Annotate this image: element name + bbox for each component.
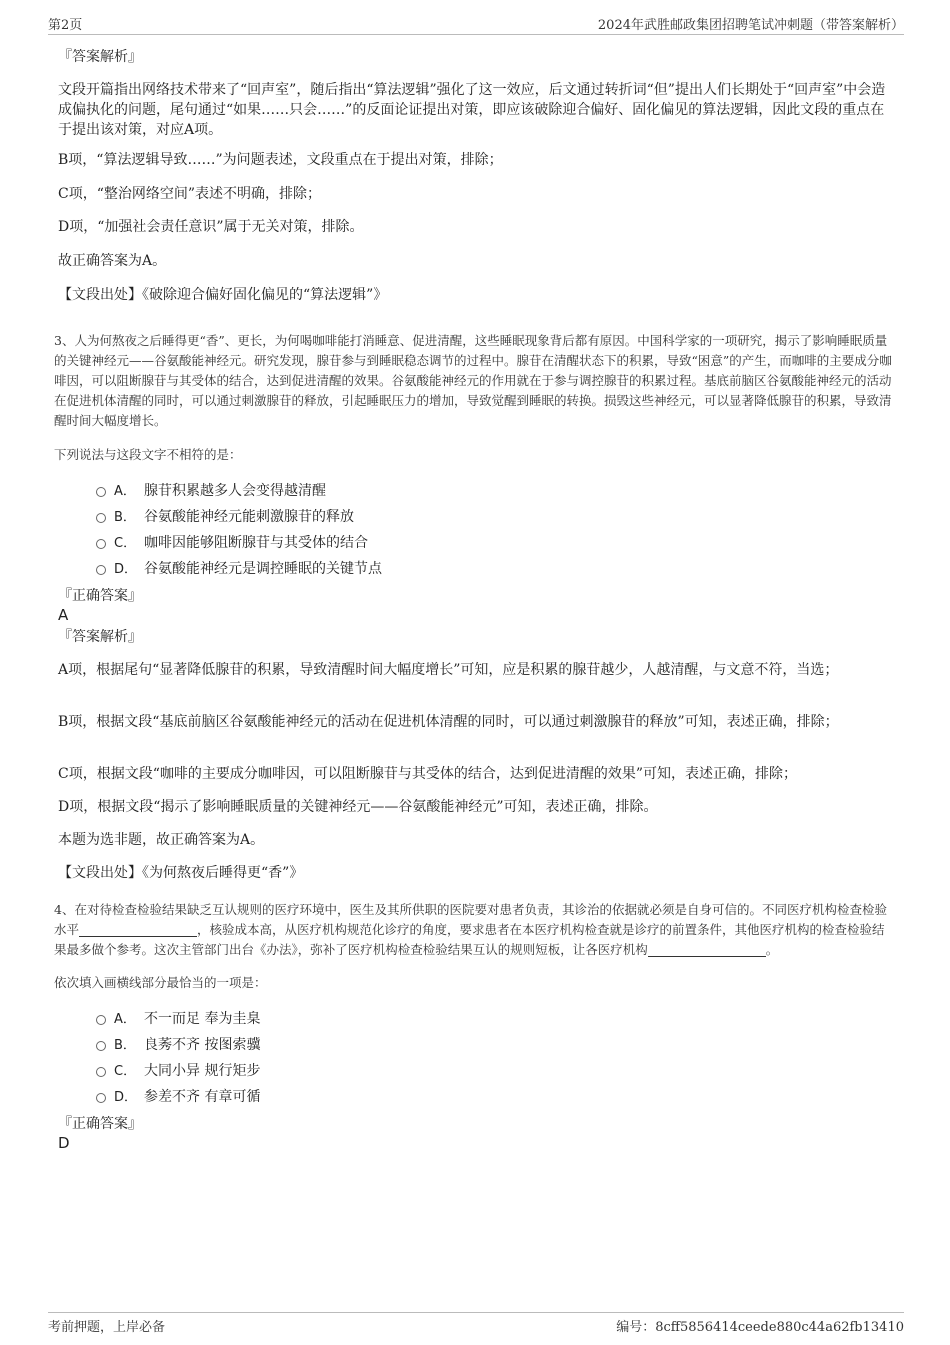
q2-conclusion: 故正确答案为A。 xyxy=(58,253,167,269)
fill-blank-1[interactable] xyxy=(79,922,197,937)
q3-analysis-d: D项，根据文段“揭示了影响睡眠质量的关键神经元——谷氨酸能神经元”可知，表述正确，排除。 xyxy=(58,799,658,815)
document-code: 编号：8cff5856414ceede880c44a62fb13410 xyxy=(616,1320,904,1335)
q3-option-b[interactable]: B． 谷氨酸能神经元能刺激腺苷的释放 xyxy=(96,507,354,528)
radio-icon[interactable] xyxy=(96,565,106,575)
radio-icon[interactable] xyxy=(96,1093,106,1103)
q3-prompt: 下列说法与这段文字不相符的是： xyxy=(54,447,242,462)
q3-option-c[interactable]: C． 咖啡因能够阻断腺苷与其受体的结合 xyxy=(96,533,368,554)
radio-icon[interactable] xyxy=(96,487,106,497)
radio-icon[interactable] xyxy=(96,1015,106,1025)
q4-prompt: 依次填入画横线部分最恰当的一项是： xyxy=(54,975,267,990)
q2-source: 【文段出处】《破除迎合偏好固化偏见的“算法逻辑”》 xyxy=(58,287,388,303)
page-number: 第2页 xyxy=(48,18,83,33)
q4-option-c[interactable]: C． 大同小异 规行矩步 xyxy=(96,1061,260,1082)
page-footer xyxy=(48,1312,904,1335)
q3-conclusion: 本题为选非题，故正确答案为A。 xyxy=(58,832,265,848)
q3-option-a[interactable]: A． 腺苷积累越多人会变得越清醒 xyxy=(96,481,326,502)
q4-stem: 4、在对待检查检验结果缺乏互认规则的医疗环境中，医生及其所供职的医院要对患者负责，其诊治的依据就必须是自身可信的。不同医疗机构检查检验水平 ，核验成本高，从医疗机构规范化诊疗的角度，要求患者在本医疗机构检查就是诊疗的前置条件，其他医疗机构的检查检验结果最多做个参考。这次主管部门出台《办法》，弥补了医疗机构检查检验结果互认的规则短板，让各医疗机构 。 xyxy=(54,902,887,957)
q4-answer-title: 『正确答案』 xyxy=(58,1116,142,1132)
radio-icon[interactable] xyxy=(96,513,106,523)
page-header xyxy=(48,14,904,35)
q4-option-b[interactable]: B． 良莠不齐 按图索骥 xyxy=(96,1035,260,1056)
q3-answer-title: 『正确答案』 xyxy=(58,588,142,604)
radio-icon[interactable] xyxy=(96,539,106,549)
fill-blank-2[interactable] xyxy=(648,942,766,957)
q3-analysis-c: C项，根据文段“咖啡的主要成分咖啡因，可以阻断腺苷与其受体的结合，达到促进清醒的效果”可知，表述正确，排除； xyxy=(58,766,798,782)
q4-option-a[interactable]: A． 不一而足 奉为圭臬 xyxy=(96,1009,260,1030)
q3-stem: 3、人为何熬夜之后睡得更“香”、更长，为何喝咖啡能打消睡意、促进清醒，这些睡眠现象背后都有原因。中国科学家的一项研究，揭示了影响睡眠质量的关键神经元——谷氨酸能神经元。研究发现，腺苷参与到睡眠稳态调节的过程中。腺苷在清醒状态下的积累，导致“困意”的产生，而咖啡的主要成分咖啡因，可以阻断腺苷与其受体的结合，达到促进清醒的效果。谷氨酸能神经元的作用就在于参与调控腺苷的积累过程。基底前脑区谷氨酸能神经元的活动在促进机体清醒的同时，可以通过刺激腺苷的释放，引起睡眠压力的增加，导致觉醒到睡眠的转换。损毁这些神经元，可以显著降低腺苷的积累，导致清醒时间大幅度增长。 xyxy=(54,333,892,428)
q2-analysis-b: B项，“算法逻辑导致……”为问题表述，文段重点在于提出对策，排除； xyxy=(58,152,503,168)
document-title: 2024年武胜邮政集团招聘笔试冲刺题（带答案解析） xyxy=(597,18,904,33)
q3-answer: A xyxy=(58,606,69,624)
q3-analysis-title: 『答案解析』 xyxy=(58,629,142,645)
q3-analysis-a: A项，根据尾句“显著降低腺苷的积累，导致清醒时间大幅度增长”可知，应是积累的腺苷越少，人越清醒，与文意不符，当选； xyxy=(58,662,839,678)
q2-analysis-c: C项，“整治网络空间”表述不明确，排除； xyxy=(58,186,322,202)
q2-analysis-title: 『答案解析』 xyxy=(58,49,142,65)
q3-option-d[interactable]: D． 谷氨酸能神经元是调控睡眠的关键节点 xyxy=(96,559,382,580)
radio-icon[interactable] xyxy=(96,1041,106,1051)
radio-icon[interactable] xyxy=(96,1067,106,1077)
footer-slogan: 考前押题，上岸必备 xyxy=(48,1320,166,1335)
q2-analysis-d: D项，“加强社会责任意识”属于无关对策，排除。 xyxy=(58,219,364,235)
q4-option-d[interactable]: D． 参差不齐 有章可循 xyxy=(96,1087,260,1108)
q3-analysis-b: B项，根据文段“基底前脑区谷氨酸能神经元的活动在促进机体清醒的同时，可以通过刺激腺苷的释放”可知，表述正确，排除； xyxy=(58,714,839,730)
q2-analysis-main: 文段开篇指出网络技术带来了“回声室”，随后指出“算法逻辑”强化了这一效应，后文通过转折词“但”提出人们长期处于“回声室”中会造成偏执化的问题，尾句通过“如果……只会……”的反面论证提出对策，即应该破除迎合偏好、固化偏见的算法逻辑，因此文段的重点在于提出该对策，对应A项。 xyxy=(58,82,886,138)
q4-answer: D xyxy=(58,1134,70,1152)
q3-source: 【文段出处】《为何熬夜后睡得更“香”》 xyxy=(58,865,304,881)
